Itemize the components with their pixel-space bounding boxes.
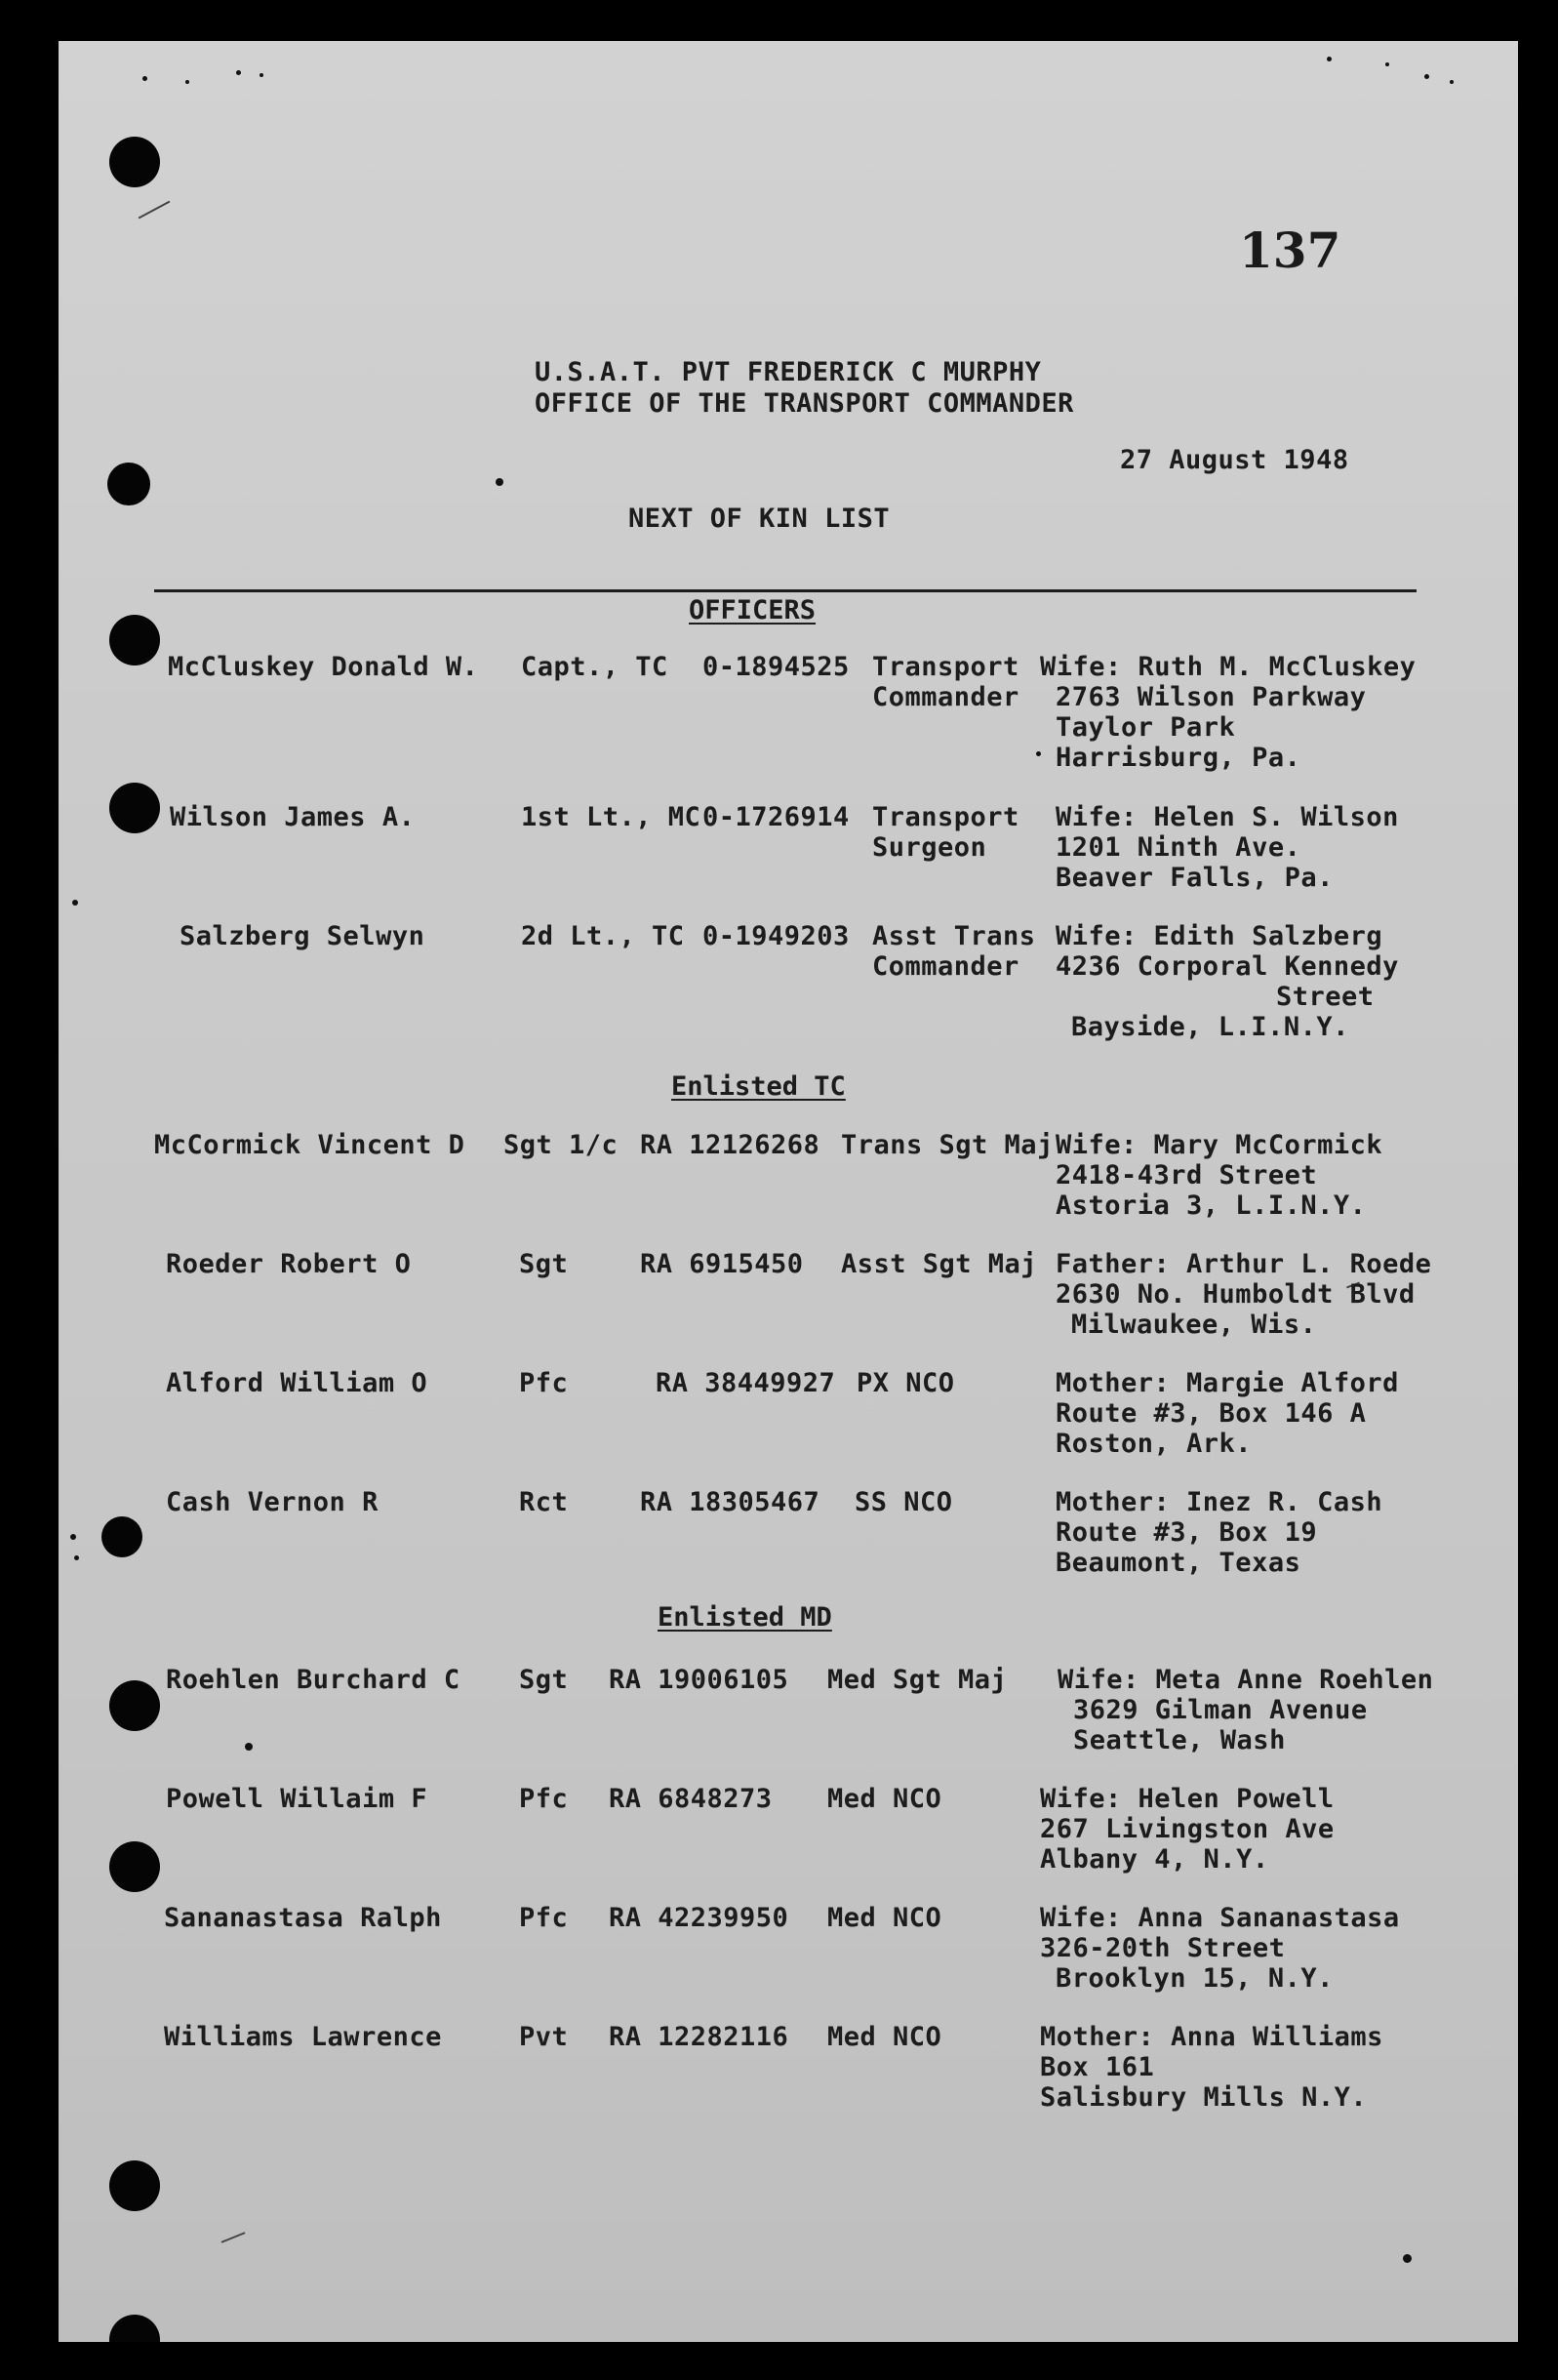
next-of-kin: Father: Arthur L. Roede 2630 No. Humboldt Blvd Milwaukee, Wis.: [1056, 1249, 1432, 1340]
person-duty: Med NCO: [827, 2022, 942, 2052]
binder-hole: [109, 2160, 160, 2211]
office-name: OFFICE OF THE TRANSPORT COMMANDER: [535, 388, 1074, 419]
next-of-kin: Wife: Meta Anne Roehlen 3629 Gilman Avenue Seattle, Wash: [1058, 1665, 1434, 1755]
person-duty: Transport Surgeon: [872, 802, 1019, 863]
section-title-enlisted-md: Enlisted MD: [658, 1602, 832, 1633]
binder-hole: [107, 463, 150, 505]
person-serial: RA 6915450: [640, 1249, 804, 1279]
next-of-kin: Wife: Helen Powell 267 Livingston Ave Albany 4, N.Y.: [1040, 1784, 1335, 1875]
person-duty: Asst Trans Commander: [872, 921, 1036, 982]
header-divider: [154, 589, 1417, 592]
binder-hole: [109, 2315, 160, 2342]
person-name: Cash Vernon R: [166, 1487, 379, 1517]
person-duty: SS NCO: [855, 1487, 953, 1517]
binder-hole: [109, 615, 160, 666]
person-name: Sananastasa Ralph: [164, 1903, 442, 1933]
person-rank: Capt., TC: [521, 652, 668, 682]
person-duty: Med Sgt Maj: [827, 1665, 1008, 1695]
person-duty: Med NCO: [827, 1784, 942, 1814]
person-name: Williams Lawrence: [164, 2022, 442, 2052]
person-name: Alford William O: [166, 1368, 428, 1398]
person-serial: RA 19006105: [609, 1665, 789, 1695]
next-of-kin: Wife: Helen S. Wilson 1201 Ninth Ave. Beaver Falls, Pa.: [1056, 802, 1399, 893]
person-duty: Asst Sgt Maj: [841, 1249, 1038, 1279]
person-rank: Sgt: [519, 1665, 569, 1695]
binder-hole: [109, 1680, 160, 1731]
person-name: McCormick Vincent D: [154, 1130, 465, 1160]
person-rank: Pfc: [519, 1903, 569, 1933]
next-of-kin: Mother: Margie Alford Route #3, Box 146 A Roston, Ark.: [1056, 1368, 1399, 1459]
person-rank: 1st Lt., MC: [521, 802, 701, 832]
person-name: Salzberg Selwyn: [180, 921, 425, 951]
section-title-enlisted-tc: Enlisted TC: [671, 1071, 846, 1102]
person-serial: RA 12126268: [640, 1130, 820, 1160]
person-serial: 0-1894525: [702, 652, 850, 682]
binder-hole: [109, 1841, 160, 1892]
next-of-kin: Wife: Ruth M. McCluskey 2763 Wilson Parkway Taylor Park Harrisburg, Pa.: [1040, 652, 1417, 773]
binder-hole: [101, 1516, 142, 1557]
person-rank: Pfc: [519, 1368, 569, 1398]
person-serial: 0-1949203: [702, 921, 850, 951]
next-of-kin: Mother: Inez R. Cash Route #3, Box 19 Beaumont, Texas: [1056, 1487, 1383, 1578]
person-serial: RA 12282116: [609, 2022, 789, 2052]
person-rank: Sgt: [519, 1249, 569, 1279]
list-title: NEXT OF KIN LIST: [628, 504, 891, 534]
page-number: 137: [1239, 222, 1341, 279]
person-duty: PX NCO: [857, 1368, 955, 1398]
person-rank: 2d Lt., TC: [521, 921, 685, 951]
person-serial: RA 18305467: [640, 1487, 820, 1517]
person-name: Powell Willaim F: [166, 1784, 428, 1814]
binder-hole: [109, 783, 160, 833]
person-duty: Med NCO: [827, 1903, 942, 1933]
document-date: 27 August 1948: [1120, 445, 1349, 475]
binder-hole: [109, 137, 160, 187]
section-title-officers: OFFICERS: [689, 595, 817, 625]
person-rank: Pfc: [519, 1784, 569, 1814]
next-of-kin: Wife: Mary McCormick 2418-43rd Street Astoria 3, L.I.N.Y.: [1056, 1130, 1383, 1221]
person-name: Roehlen Burchard C: [166, 1665, 460, 1695]
person-serial: RA 38449927: [656, 1368, 836, 1398]
person-serial: RA 42239950: [609, 1903, 789, 1933]
next-of-kin: Mother: Anna Williams Box 161 Salisbury Mills N.Y.: [1040, 2022, 1383, 2113]
person-duty: Trans Sgt Maj: [841, 1130, 1054, 1160]
person-rank: Pvt: [519, 2022, 569, 2052]
vessel-name: U.S.A.T. PVT FREDERICK C MURPHY: [535, 357, 1042, 387]
person-rank: Sgt 1/c: [503, 1130, 619, 1160]
person-rank: Rct: [519, 1487, 569, 1517]
person-serial: RA 6848273: [609, 1784, 773, 1814]
next-of-kin: Wife: Edith Salzberg 4236 Corporal Kennedy Street Bayside, L.I.N.Y.: [1056, 921, 1399, 1042]
document-page: [59, 41, 1518, 2342]
person-duty: Transport Commander: [872, 652, 1019, 712]
next-of-kin: Wife: Anna Sananastasa 326-20th Street Brooklyn 15, N.Y.: [1040, 1903, 1400, 1994]
person-name: McCluskey Donald W.: [168, 652, 479, 682]
person-serial: 0-1726914: [702, 802, 850, 832]
person-name: Roeder Robert O: [166, 1249, 412, 1279]
person-name: Wilson James A.: [170, 802, 416, 832]
